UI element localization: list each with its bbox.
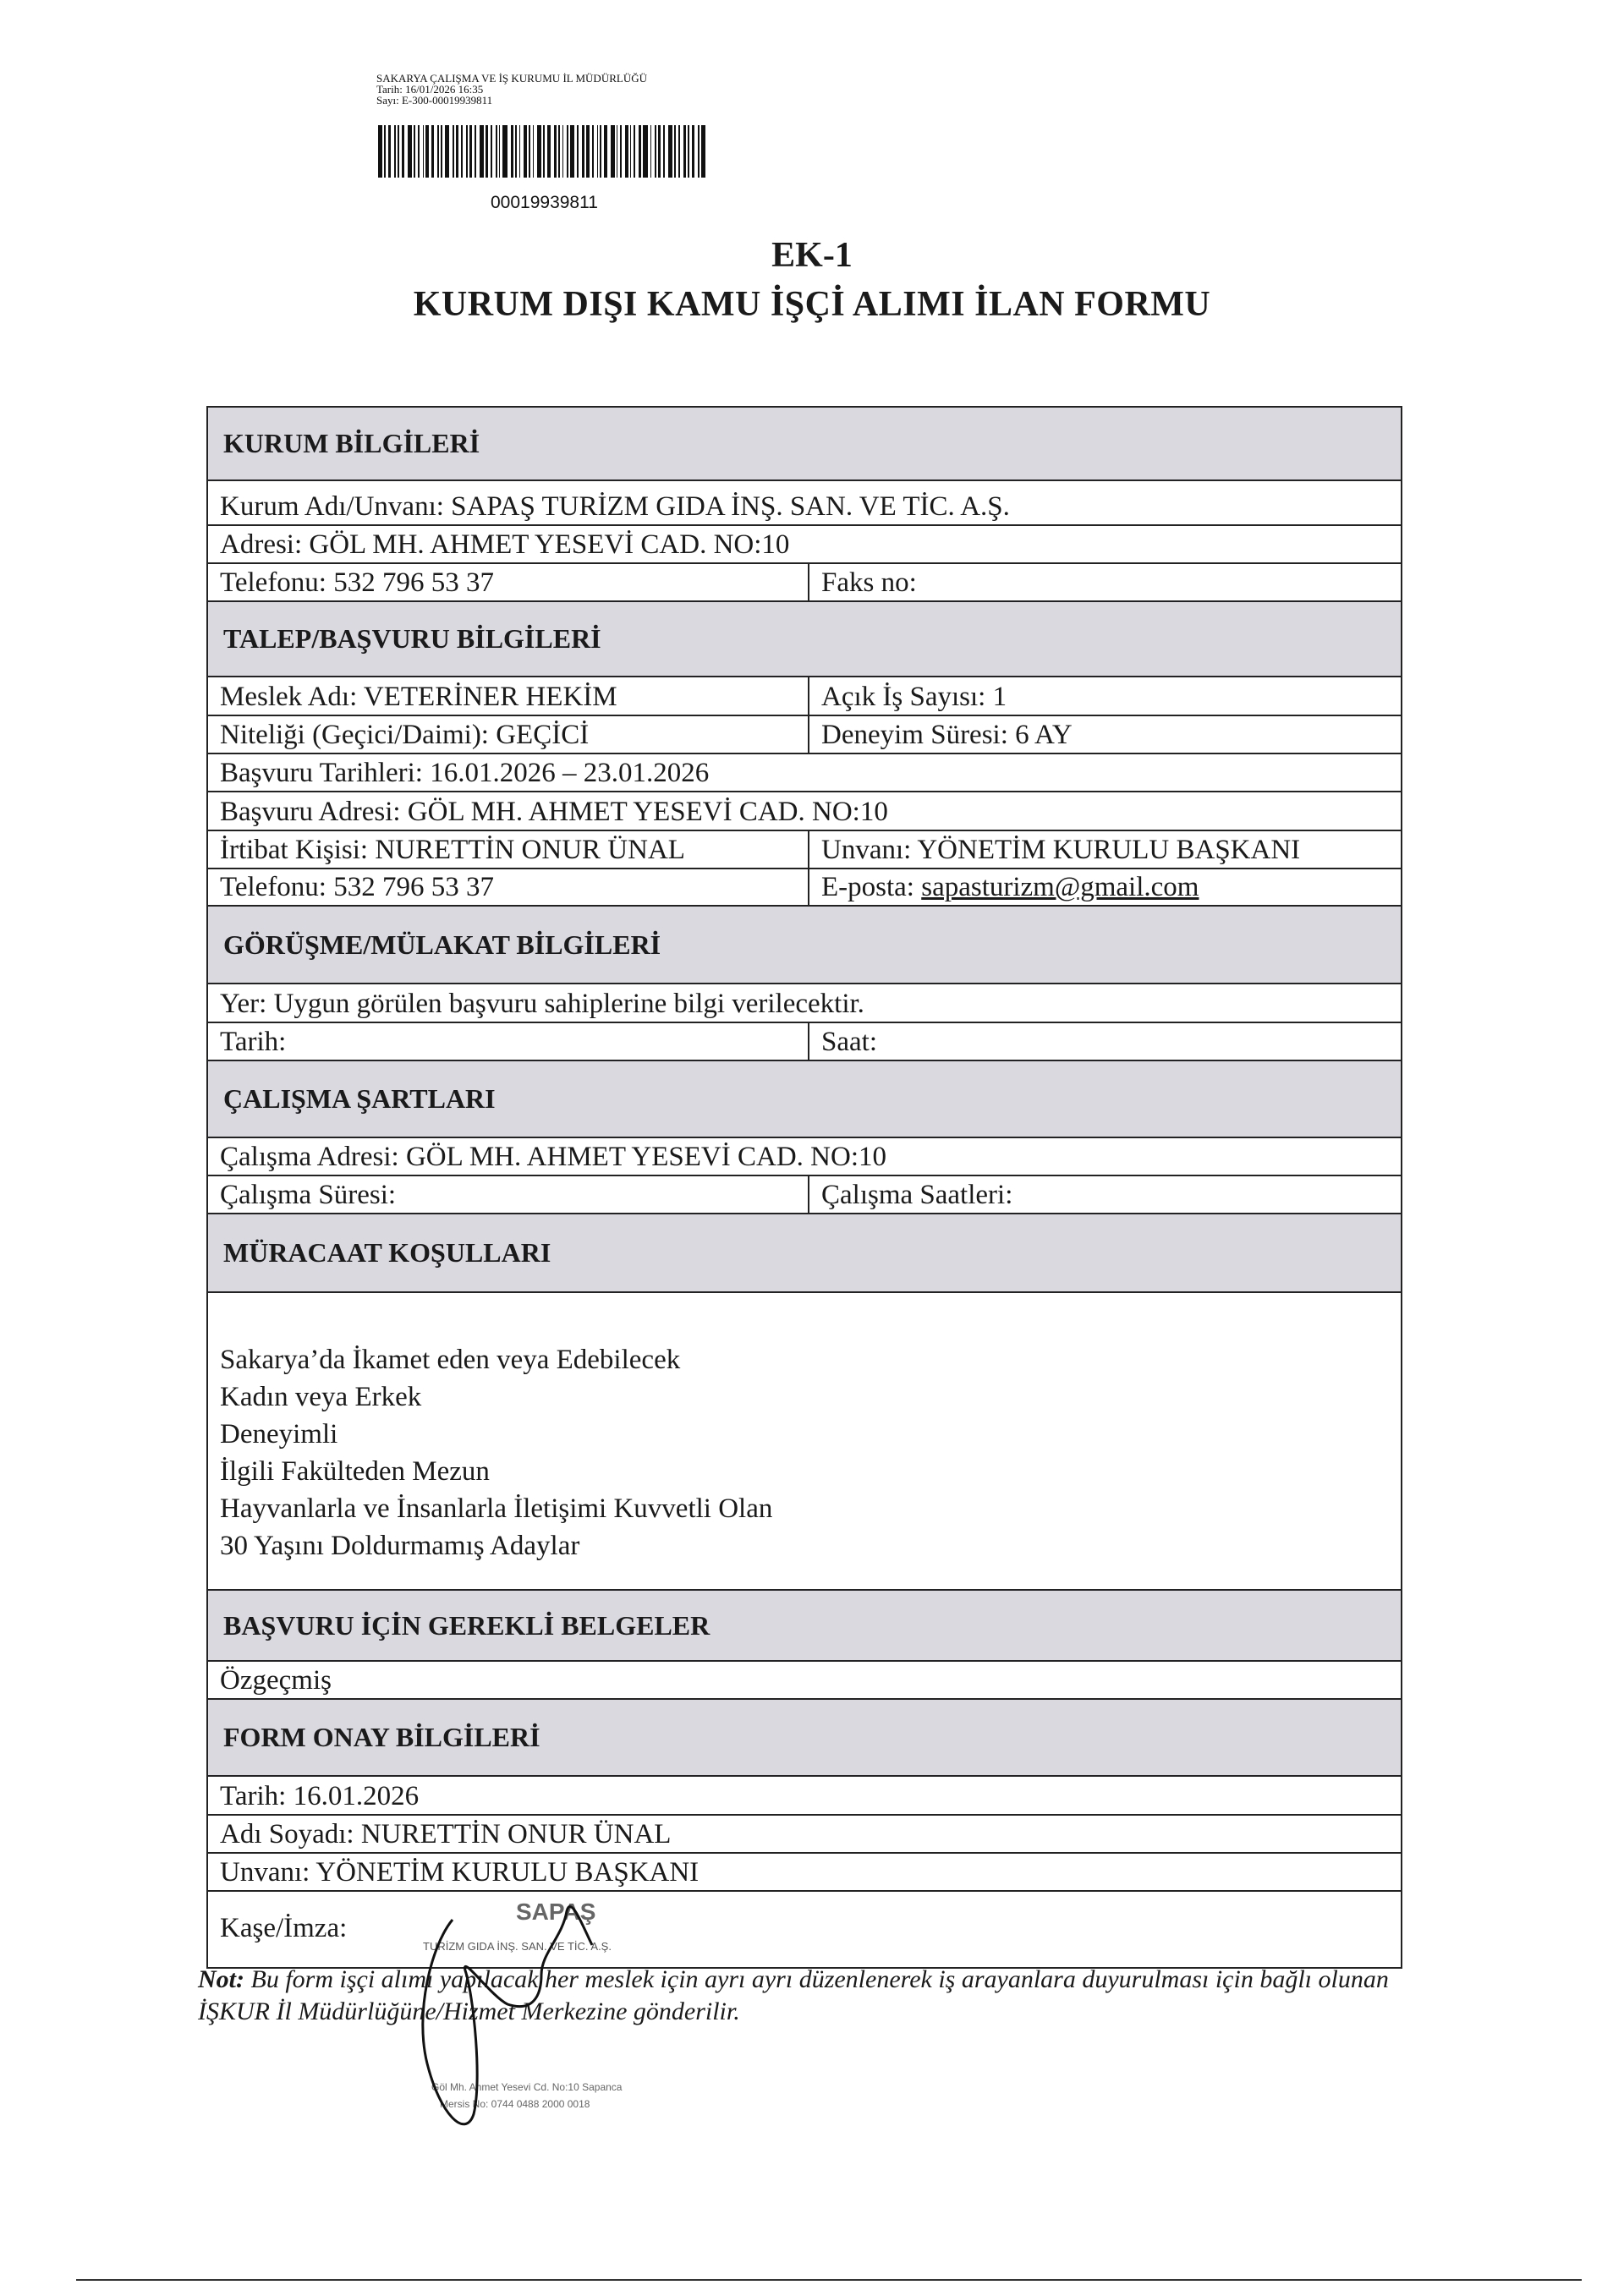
requirements-list (208, 1293, 1401, 1591)
barcode-bar (394, 125, 396, 178)
barcode-bar (414, 125, 415, 178)
barcode-bar (592, 125, 594, 178)
row-work-address (208, 1138, 1401, 1176)
note-label: Not: (198, 1965, 244, 1993)
barcode-bar (402, 125, 404, 178)
barcode-bar (475, 125, 476, 178)
barcode-bar (582, 125, 584, 178)
email-link[interactable]: sapasturizm@gmail.com (921, 872, 1199, 902)
barcode-bar (554, 125, 557, 178)
barcode-bar (562, 125, 564, 178)
occupation: Meslek Adı: VETERİNER HEKİM (208, 677, 809, 715)
interview-date: Tarih: (208, 1023, 809, 1060)
barcode-bar (461, 125, 463, 178)
barcode-bar (630, 125, 632, 178)
barcode-bar (511, 125, 513, 178)
row-interview-place (208, 984, 1401, 1023)
kurum-name: Kurum Adı/Unvanı: SAPAŞ TURİZM GIDA İNŞ. SAN. VE TİC. A.Ş. (220, 491, 1010, 522)
kurum-phone: Telefonu: 532 796 53 37 (208, 564, 809, 600)
barcode-bar (688, 125, 689, 178)
barcode-bar (441, 125, 442, 178)
kurum-address: Adresi: GÖL MH. AHMET YESEVİ CAD. NO:10 (220, 529, 790, 560)
barcode-bar (388, 125, 391, 178)
stamp-number: Sayı: E-300-00019939811 (376, 94, 493, 107)
row-signature (208, 1892, 1401, 1967)
barcode-bar (456, 125, 458, 178)
barcode-bar (701, 125, 705, 178)
work-address: Çalışma Adresi: GÖL MH. AHMET YESEVİ CAD. NO:10 (220, 1142, 887, 1172)
barcode-bar (634, 125, 635, 178)
requirement-item: İlgili Fakülteden Mezun (220, 1456, 490, 1487)
barcode-bar (384, 125, 386, 178)
section-header-calisma (208, 1061, 1401, 1138)
barcode-bar (431, 125, 434, 178)
section-header-talep (208, 602, 1401, 677)
barcode-bar (466, 125, 468, 178)
registry-stamp (376, 73, 647, 106)
section-title: GÖRÜŞME/MÜLAKAT BİLGİLERİ (223, 929, 661, 960)
barcode-bar (502, 125, 507, 178)
experience: Deneyim Süresi: 6 AY (821, 720, 1073, 750)
barcode-bar (533, 125, 535, 178)
stamp-date: Tarih: 16/01/2026 16:35 (376, 83, 484, 96)
barcode-bar (524, 125, 526, 178)
annex-label: EK-1 (771, 236, 853, 275)
section-title: FORM ONAY BİLGİLERİ (223, 1722, 540, 1752)
contact-title: Unvanı: YÖNETİM KURULU BAŞKANI (821, 835, 1301, 865)
row-kurum-address (208, 526, 1401, 564)
row-kurum-name (208, 481, 1401, 526)
approval-title: Unvanı: YÖNETİM KURULU BAŞKANI (220, 1857, 700, 1888)
barcode (378, 125, 708, 178)
row-document (208, 1662, 1401, 1700)
seal-logo: SAPAŞ (516, 1899, 596, 1925)
barcode-number: 00019939811 (491, 193, 598, 212)
row-occupation (208, 677, 1401, 716)
barcode-bar (398, 125, 399, 178)
barcode-bar (537, 125, 541, 178)
section-title: ÇALIŞMA ŞARTLARI (223, 1083, 496, 1114)
page-title: KURUM DIŞI KAMU İŞÇİ ALIMI İLAN FORMU (413, 285, 1211, 324)
barcode-bar (437, 125, 439, 178)
barcode-bar (445, 125, 449, 178)
barcode-bar (491, 125, 492, 178)
barcode-bar (692, 125, 694, 178)
barcode-bar (668, 125, 672, 178)
section-header-muracaat (208, 1214, 1401, 1293)
requirement-item: Kadın veya Erkek (220, 1382, 422, 1412)
signature-label: Kaşe/İmza: (220, 1913, 348, 1943)
barcode-bar (515, 125, 517, 178)
section-header-kurum (208, 408, 1401, 481)
barcode-bar (577, 125, 579, 178)
contact-email (809, 872, 1401, 905)
barcode-bar (674, 125, 676, 178)
barcode-bar (529, 125, 530, 178)
row-app-address (208, 792, 1401, 831)
application-dates: Başvuru Tarihleri: 16.01.2026 – 23.01.2026 (220, 758, 710, 788)
section-title: BAŞVURU İÇİN GEREKLİ BELGELER (223, 1609, 710, 1641)
barcode-bar (469, 125, 472, 178)
row-interview-date (208, 1023, 1401, 1061)
footnote (198, 1964, 1407, 2028)
barcode-bar (683, 125, 686, 178)
barcode-bar (658, 125, 661, 178)
stamp-office: SAKARYA ÇALIŞMA VE İŞ KURUMU İL MÜDÜRLÜĞÜ (376, 72, 647, 85)
row-kurum-phone (208, 564, 1401, 602)
barcode-bar (519, 125, 521, 178)
barcode-bar (625, 125, 628, 178)
barcode-bar (496, 125, 497, 178)
barcode-bar (600, 125, 601, 178)
barcode-bar (620, 125, 622, 178)
barcode-bar (378, 125, 382, 178)
approval-date: Tarih: 16.01.2026 (220, 1781, 420, 1811)
barcode-bar (597, 125, 599, 178)
barcode-bar (611, 125, 615, 178)
section-header-gorusme (208, 907, 1401, 984)
requirement-item: 30 Yaşını Doldurmamış Adaylar (220, 1531, 580, 1561)
interview-place: Yer: Uygun görülen başvuru sahiplerine bilgi verilecektir. (220, 989, 864, 1019)
required-document: Özgeçmiş (220, 1665, 332, 1696)
barcode-bar (678, 125, 680, 178)
barcode-bar (418, 125, 420, 178)
barcode-bar (604, 125, 606, 178)
section-title: TALEP/BAŞVURU BİLGİLERİ (223, 623, 601, 654)
contact-phone: Telefonu: 532 796 53 37 (208, 869, 809, 905)
openings: Açık İş Sayısı: 1 (821, 682, 1007, 712)
section-header-onay (208, 1700, 1401, 1777)
barcode-bar (499, 125, 501, 178)
barcode-bar (639, 125, 641, 178)
seal-line1: TURİZM GIDA İNŞ. SAN. VE TİC. A.Ş. (423, 1940, 612, 1953)
barcode-bar (650, 125, 652, 178)
barcode-bar (698, 125, 700, 178)
barcode-bar (663, 125, 665, 178)
requirement-item: Sakarya’da İkamet eden veya Edebilecek (220, 1345, 681, 1375)
row-contact-phone (208, 869, 1401, 907)
row-dates (208, 754, 1401, 792)
application-address: Başvuru Adresi: GÖL MH. AHMET YESEVİ CAD. NO:10 (220, 797, 888, 827)
barcode-bar (643, 125, 647, 178)
work-duration: Çalışma Süresi: (208, 1176, 809, 1213)
barcode-bar (586, 125, 589, 178)
barcode-bar (543, 125, 545, 178)
barcode-bar (570, 125, 574, 178)
barcode-bar (547, 125, 550, 178)
contact-person: İrtibat Kişisi: NURETTİN ONUR ÜNAL (208, 831, 809, 868)
form-table (206, 406, 1402, 1969)
section-title: MÜRACAAT KOŞULLARI (223, 1237, 551, 1268)
requirement-item: Hayvanlarla ve İnsanlarla İletişimi Kuvvetli Olan (220, 1493, 773, 1524)
page-bottom-line (76, 2279, 1582, 2281)
section-title: KURUM BİLGİLERİ (223, 428, 480, 458)
row-approval-name (208, 1816, 1401, 1854)
kurum-fax: Faks no: (821, 567, 917, 598)
interview-time: Saat: (821, 1027, 877, 1057)
barcode-bar (558, 125, 560, 178)
requirement-item: Deneyimli (220, 1419, 338, 1449)
email-label: E-posta: (821, 872, 922, 902)
barcode-bar (617, 125, 618, 178)
seal-line3: Mersis No: 0744 0488 2000 0018 (440, 2098, 590, 2110)
barcode-bar (425, 125, 428, 178)
barcode-bar (655, 125, 656, 178)
company-seal-signature (414, 1894, 770, 2148)
work-hours: Çalışma Saatleri: (821, 1180, 1013, 1210)
note-text: Bu form işçi alımı yapılacak her meslek için ayrı ayrı düzenlenerek iş arayanlara duyurulması için bağlı olunan İŞKUR İl Müdürlüğüne/Hizmet Merkezine gönderilir. (198, 1965, 1389, 2025)
barcode-bar (486, 125, 488, 178)
barcode-bar (480, 125, 484, 178)
job-type: Niteliği (Geçici/Daimi): GEÇİCİ (208, 716, 809, 753)
barcode-bar (567, 125, 568, 178)
barcode-bar (408, 125, 412, 178)
row-type (208, 716, 1401, 754)
barcode-bar (423, 125, 425, 178)
approval-name: Adı Soyadı: NURETTİN ONUR ÜNAL (220, 1819, 672, 1849)
seal-line2: Göl Mh. Ahmet Yesevi Cd. No:10 Sapanca (431, 2081, 623, 2093)
row-approval-date (208, 1777, 1401, 1816)
row-work-duration (208, 1176, 1401, 1214)
section-header-belgeler (208, 1591, 1401, 1662)
row-contact (208, 831, 1401, 869)
barcode-bar (453, 125, 454, 178)
row-approval-title (208, 1854, 1401, 1892)
